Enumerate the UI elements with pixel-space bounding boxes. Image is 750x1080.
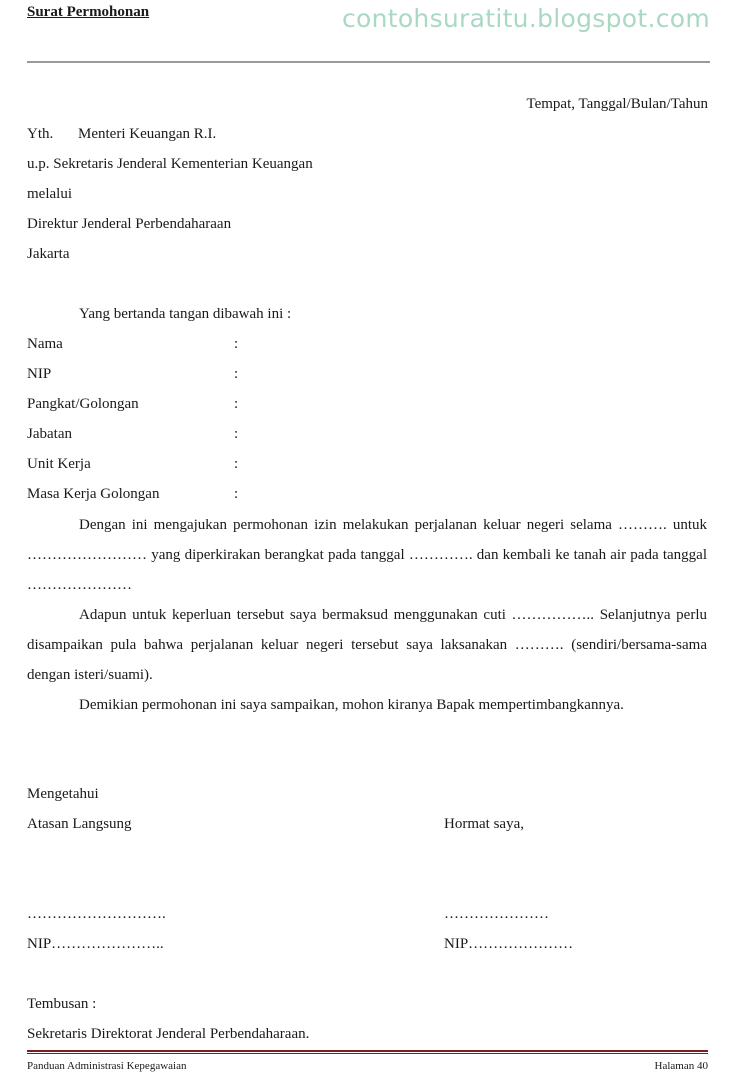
page-number: Halaman 40 bbox=[654, 1060, 708, 1072]
place-date: Tempat, Tanggal/Bulan/Tahun bbox=[526, 96, 708, 112]
supervisor-label: Atasan Langsung bbox=[27, 816, 132, 832]
paragraph-request: Dengan ini mengajukan permohonan izin melakukan perjalanan keluar negeri selama ………. untuk …………………… yang diperkirakan berangkat pada tanggal …………. dan kembali ke tanah air pada tanggal ………………… bbox=[27, 517, 707, 593]
field-colon: : bbox=[234, 366, 239, 382]
recipient-line: Direktur Jenderal Perbendaharaan bbox=[27, 216, 232, 232]
recipient-line: Jakarta bbox=[27, 246, 70, 262]
paragraph-leave: Adapun untuk keperluan tersebut saya bermaksud menggunakan cuti …………….. Selanjutnya perlu disampaikan pula bahwa perjalanan keluar negeri tersebut saya laksanakan ………. (sendiri/bersama-sama dengan isteri/suami). bbox=[27, 607, 707, 683]
supervisor-nip: NIP………………….. bbox=[27, 936, 164, 952]
watermark: contohsuratitu.blogspot.com bbox=[341, 4, 710, 33]
field-colon: : bbox=[234, 456, 239, 472]
intro-text: Yang bertanda tangan dibawah ini : bbox=[79, 306, 292, 322]
field-colon: : bbox=[234, 426, 239, 442]
paragraph-closing: Demikian permohonan ini saya sampaikan, mohon kiranya Bapak mempertimbangkannya. bbox=[79, 697, 624, 713]
regards-label: Hormat saya, bbox=[444, 816, 524, 832]
recipient-line: melalui bbox=[27, 186, 72, 202]
field-label: NIP bbox=[27, 366, 52, 382]
field-label: Pangkat/Golongan bbox=[27, 396, 139, 412]
field-colon: : bbox=[234, 486, 239, 502]
field-colon: : bbox=[234, 336, 239, 352]
cc-item: Sekretaris Direktorat Jenderal Perbendaharaan. bbox=[27, 1026, 310, 1042]
field-label: Unit Kerja bbox=[27, 456, 91, 472]
cc-label: Tembusan : bbox=[27, 996, 97, 1012]
header-divider bbox=[27, 61, 710, 63]
field-label: Jabatan bbox=[27, 426, 72, 442]
acknowledged-label: Mengetahui bbox=[27, 786, 99, 802]
field-label: Masa Kerja Golongan bbox=[27, 486, 160, 502]
footer-divider bbox=[27, 1050, 708, 1052]
applicant-signature-line: ………………… bbox=[444, 906, 549, 922]
document-title: Surat Permohonan bbox=[27, 4, 150, 20]
footer-divider bbox=[27, 1053, 708, 1054]
applicant-nip: NIP………………… bbox=[444, 936, 574, 952]
field-label: Nama bbox=[27, 336, 63, 352]
recipient-line: Menteri Keuangan R.I. bbox=[78, 126, 217, 142]
yth-label: Yth. bbox=[27, 126, 54, 142]
supervisor-signature-line: ………………………. bbox=[27, 906, 166, 922]
field-colon: : bbox=[234, 396, 239, 412]
recipient-line: u.p. Sekretaris Jenderal Kementerian Keuangan bbox=[27, 156, 313, 172]
footer-left: Panduan Administrasi Kepegawaian bbox=[27, 1060, 187, 1072]
